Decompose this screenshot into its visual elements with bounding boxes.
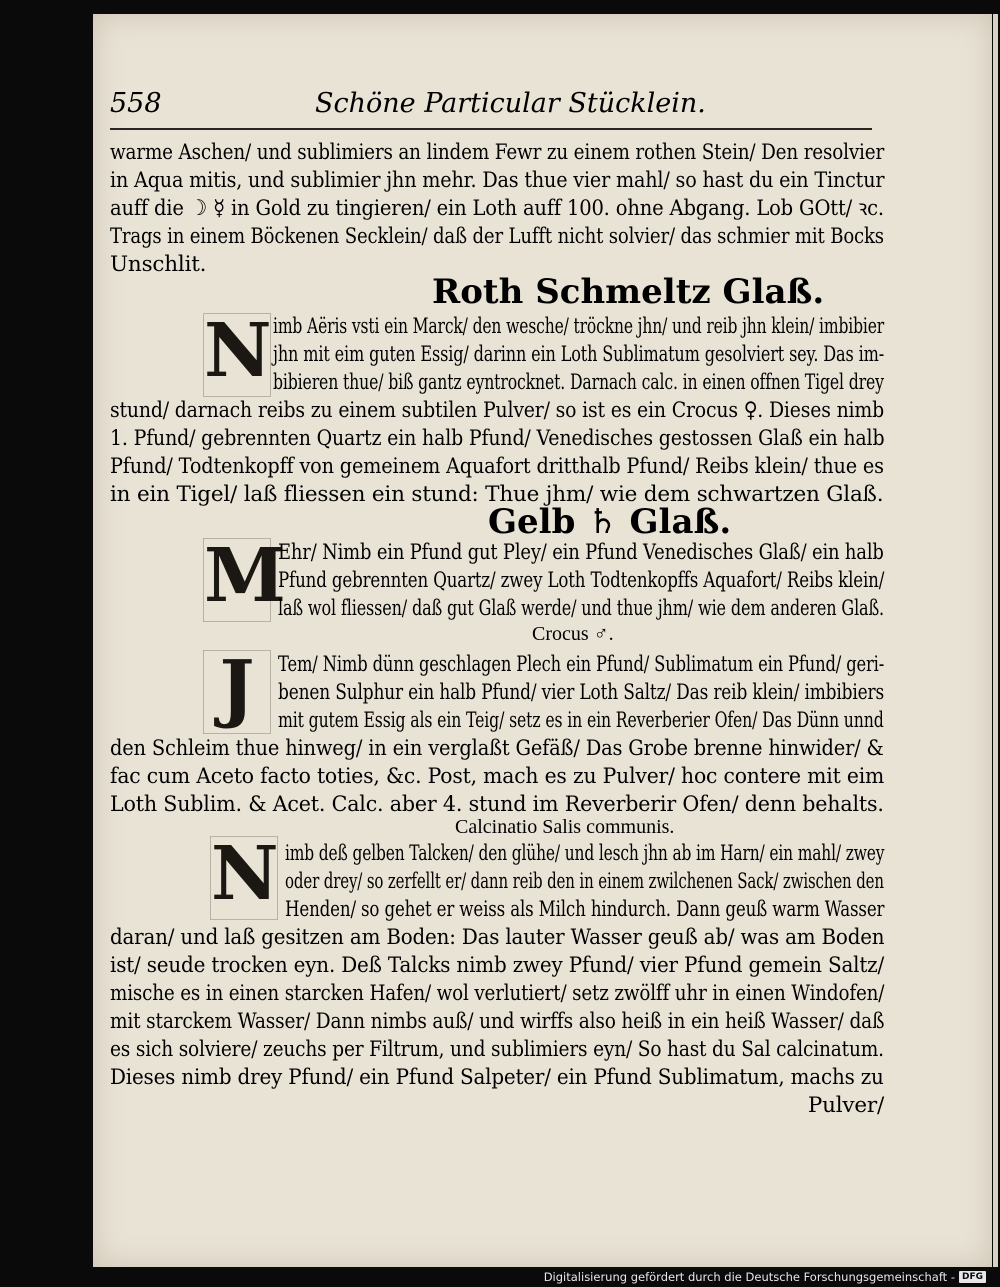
dfg-logo: DFG — [959, 1271, 986, 1283]
footer-text: Digitalisierung gefördert durch die Deutsche Forschungsgemeinschaft - — [543, 1270, 955, 1284]
text-line: mit gutem Essig als ein Teig/ setz es in ein Reverberier Ofen/ Das Dünn unnd — [278, 708, 884, 733]
page-number: 558 — [110, 88, 162, 119]
page-header — [110, 88, 872, 128]
text-line: mische es in einen starcken Hafen/ wol verlutiert/ setz zwölff uhr in einen Windofen/ — [110, 981, 885, 1006]
text-line: Henden/ so gehet er weiss als Milch hindurch. Dann geuß warm Wasser — [285, 897, 885, 922]
text-line: in ein Tigel/ laß fliessen ein stund: Thue jhm/ wie dem schwartzen Glaß. — [110, 482, 884, 507]
page-edge — [993, 14, 998, 1267]
text-line: oder drey/ so zerfellt er/ dann reib den in einem zwilchenen Sack/ zwischen den — [285, 869, 884, 894]
text-line: in Aqua mitis, und sublimier jhn mehr. Das thue vier mahl/ so hast du ein Tinctur — [110, 168, 885, 193]
text-line: Pfund/ Todtenkopff von gemeinem Aquafort dritthalb Pfund/ Reibs klein/ thue es — [110, 454, 884, 479]
text-line: laß wol fliessen/ daß gut Glaß werde/ und thue jhm/ wie dem anderen Glaß. — [278, 596, 884, 621]
section-heading-gelb-glass: Gelb ♄ Glaß. — [488, 502, 732, 542]
text-line: Tem/ Nimb dünn geschlagen Plech ein Pfund/ Sublimatum ein Pfund/ geri- — [278, 652, 885, 677]
text-line: Loth Sublim. & Acet. Calc. aber 4. stund im Reverberir Ofen/ denn behalts. — [110, 792, 884, 817]
section-heading-crocus: Crocus ♂. — [532, 623, 614, 645]
text-line: Trags in einem Böckenen Secklein/ daß der Lufft nicht solvier/ das schmier mit Bocks — [110, 224, 884, 249]
text-line: es sich solviere/ zeuchs per Filtrum, und sublimiers eyn/ So hast du Sal calcinatum. — [110, 1037, 884, 1062]
digitization-footer — [544, 1268, 986, 1286]
text-line: benen Sulphur ein halb Pfund/ vier Loth Saltz/ Das reib klein/ imbibiers — [278, 680, 885, 705]
text-line: bibieren thue/ biß gantz eyntrocknet. Darnach calc. in einen offnen Tigel drey — [273, 370, 884, 395]
text-line: imb Aëris vsti ein Marck/ den wesche/ tröckne jhn/ und reib jhn klein/ imbibier — [273, 314, 885, 339]
text-line: mit starckem Wasser/ Dann nimbs auß/ und wirffs also heiß in ein heiß Wasser/ daß — [110, 1009, 885, 1034]
section-heading-calcinatio: Calcinatio Salis communis. — [455, 816, 675, 838]
decorated-initial: M — [203, 538, 271, 622]
text-line: Dieses nimb drey Pfund/ ein Pfund Salpeter/ ein Pfund Sublimatum, machs zu — [110, 1065, 884, 1090]
text-line: warme Aschen/ und sublimiers an lindem Fewr zu einem rothen Stein/ Den resolvier — [110, 140, 885, 165]
text-line: daran/ und laß gesitzen am Boden: Das lauter Wasser geuß ab/ was am Boden — [110, 925, 885, 950]
section-heading-roth-schmeltz-glass: Roth Schmeltz Glaß. — [432, 272, 825, 312]
text-line: stund/ darnach reibs zu einem subtilen Pulver/ so ist es ein Crocus ♀. Dieses nimb — [110, 398, 885, 423]
header-rule — [110, 128, 872, 130]
text-line: imb deß gelben Talcken/ den glühe/ und lesch jhn ab im Harn/ ein mahl/ zwey — [285, 841, 885, 866]
text-line: auff die ☽ ☿ in Gold zu tingieren/ ein Loth auff 100. ohne Abgang. Lob GOtt/ ꝛc. — [110, 196, 884, 221]
text-line: Unschlit. — [110, 252, 207, 277]
text-line: Ehr/ Nimb ein Pfund gut Pley/ ein Pfund Venedisches Glaß/ ein halb — [278, 540, 884, 565]
catchword: Pulver/ — [807, 1093, 884, 1118]
running-title: Schöne Particular Stücklein. — [315, 88, 706, 119]
text-line: fac cum Aceto facto toties, &c. Post, mach es zu Pulver/ hoc contere mit eim — [110, 764, 885, 789]
text-line: jhn mit eim guten Essig/ darinn ein Loth Sublimatum gesolviert sey. Das im- — [273, 342, 884, 367]
text-line: 1. Pfund/ gebrennten Quartz ein halb Pfund/ Venedisches gestossen Glaß ein halb — [110, 426, 885, 451]
decorated-initial: N — [203, 313, 271, 397]
text-line: Pfund gebrennten Quartz/ zwey Loth Todtenkopffs Aquafort/ Reibs klein/ — [278, 568, 885, 593]
text-line: den Schleim thue hinweg/ in ein verglaßt Gefäß/ Das Grobe brenne hinwider/ & — [110, 736, 884, 761]
decorated-initial: N — [210, 836, 278, 920]
text-line: ist/ seude trocken eyn. Deß Talcks nimb zwey Pfund/ vier Pfund gemein Saltz/ — [110, 953, 884, 978]
decorated-initial: J — [203, 650, 271, 734]
